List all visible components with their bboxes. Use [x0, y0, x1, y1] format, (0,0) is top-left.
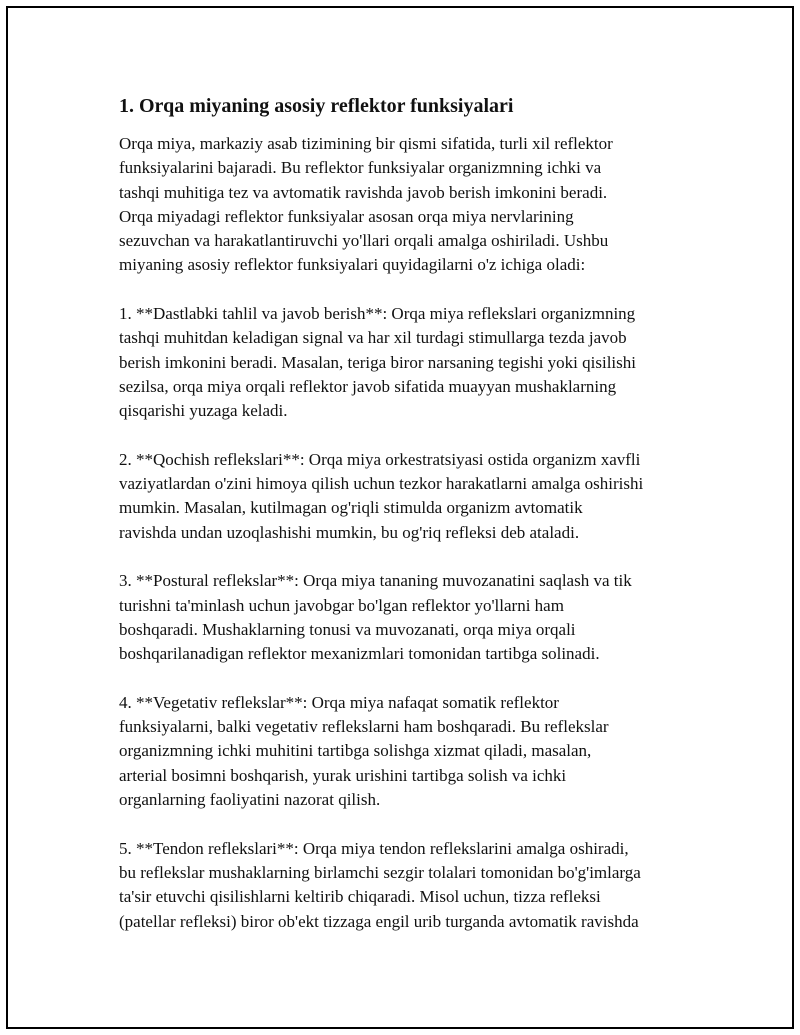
paragraph-line: berish imkonini beradi. Masalan, teriga biror narsaning tegishi yoki qisilishi: [119, 352, 636, 372]
paragraph-line: ravishda undan uzoqlashishi mumkin, bu og'riq refleksi deb ataladi.: [119, 522, 580, 542]
paragraph-line: arterial bosimni boshqarish, yurak urishini tartibga solish va ichki: [119, 765, 567, 785]
list-item-4-paragraph: [119, 691, 699, 812]
list-item-5-paragraph: [119, 837, 699, 934]
paragraph-line: boshqaradi. Mushaklarning tonusi va muvozanati, orqa miya orqali: [119, 619, 576, 639]
list-item-2-paragraph: [119, 448, 699, 545]
paragraph-line: organizmning ichki muhitini tartibga solishga xizmat qiladi, masalan,: [119, 741, 592, 761]
paragraph-line: funksiyalarni, balki vegetativ reflekslarni ham boshqaradi. Bu reflekslar: [119, 717, 609, 737]
document-body: [119, 94, 699, 958]
paragraph-line: 4. **Vegetativ reflekslar**: Orqa miya nafaqat somatik reflektor: [119, 692, 559, 712]
paragraph-line: Orqa miya, markaziy asab tizimining bir qismi sifatida, turli xil reflektor: [119, 134, 613, 153]
list-item-3-paragraph: [119, 569, 699, 666]
paragraph-line: ta'sir etuvchi qisilishlarni keltirib chiqaradi. Misol uchun, tizza refleksi: [119, 887, 601, 907]
paragraph-line: Orqa miyadagi reflektor funksiyalar asosan orqa miya nervlarining: [119, 206, 574, 226]
paragraph-line: qisqarishi yuzaga keladi.: [119, 401, 288, 421]
paragraph-line: bu reflekslar mushaklarning birlamchi sezgir tolalari tomonidan bo'g'imlarga: [119, 862, 641, 882]
paragraph-line: tashqi muhitiga tez va avtomatik ravishda javob berish imkonini beradi.: [119, 182, 608, 202]
paragraph-line: tashqi muhitdan keladigan signal va har xil turdagi stimullarga tezda javob: [119, 328, 627, 348]
section-heading: 1. Orqa miyaning asosiy reflektor funksiyalari: [119, 95, 514, 117]
paragraph-line: 1. **Dastlabki tahlil va javob berish**: Orqa miya reflekslari organizmning: [119, 304, 636, 324]
paragraph-line: (patellar refleksi) biror ob'ekt tizzaga engil urib turganda avtomatik ravishda: [119, 911, 639, 931]
paragraph-line: vaziyatlardan o'zini himoya qilish uchun tezkor harakatlarni amalga oshirishi: [119, 474, 644, 494]
paragraph-line: 3. **Postural reflekslar**: Orqa miya tananing muvozanatini saqlash va tik: [119, 571, 632, 591]
paragraph-line: sezilsa, orqa miya orqali reflektor javob sifatida muayyan mushaklarning: [119, 376, 617, 396]
paragraph-line: sezuvchan va harakatlantiruvchi yo'llari orqali amalga oshiriladi. Ushbu: [119, 231, 609, 251]
paragraph-line: boshqarilanadigan reflektor mexanizmlari tomonidan tartibga solinadi.: [119, 644, 600, 664]
paragraph-line: mumkin. Masalan, kutilmagan og'riqli stimulda organizm avtomatik: [119, 498, 583, 518]
paragraph-line: funksiyalarini bajaradi. Bu reflektor funksiyalar organizmning ichki va: [119, 158, 602, 178]
paragraph-line: organlarning faoliyatini nazorat qilish.: [119, 790, 381, 810]
paragraph-line: 5. **Tendon reflekslari**: Orqa miya tendon reflekslarini amalga oshiradi,: [119, 838, 629, 858]
document-page: [6, 6, 794, 1029]
list-item-1-paragraph: [119, 302, 699, 423]
intro-paragraph: [119, 132, 699, 278]
paragraph-line: 2. **Qochish reflekslari**: Orqa miya orkestratsiyasi ostida organizm xavfli: [119, 449, 641, 469]
paragraph-line: turishni ta'minlash uchun javobgar bo'lgan reflektor yo'llarni ham: [119, 595, 564, 615]
paragraph-line: miyaning asosiy reflektor funksiyalari quyidagilarni o'z ichiga oladi:: [119, 255, 586, 275]
